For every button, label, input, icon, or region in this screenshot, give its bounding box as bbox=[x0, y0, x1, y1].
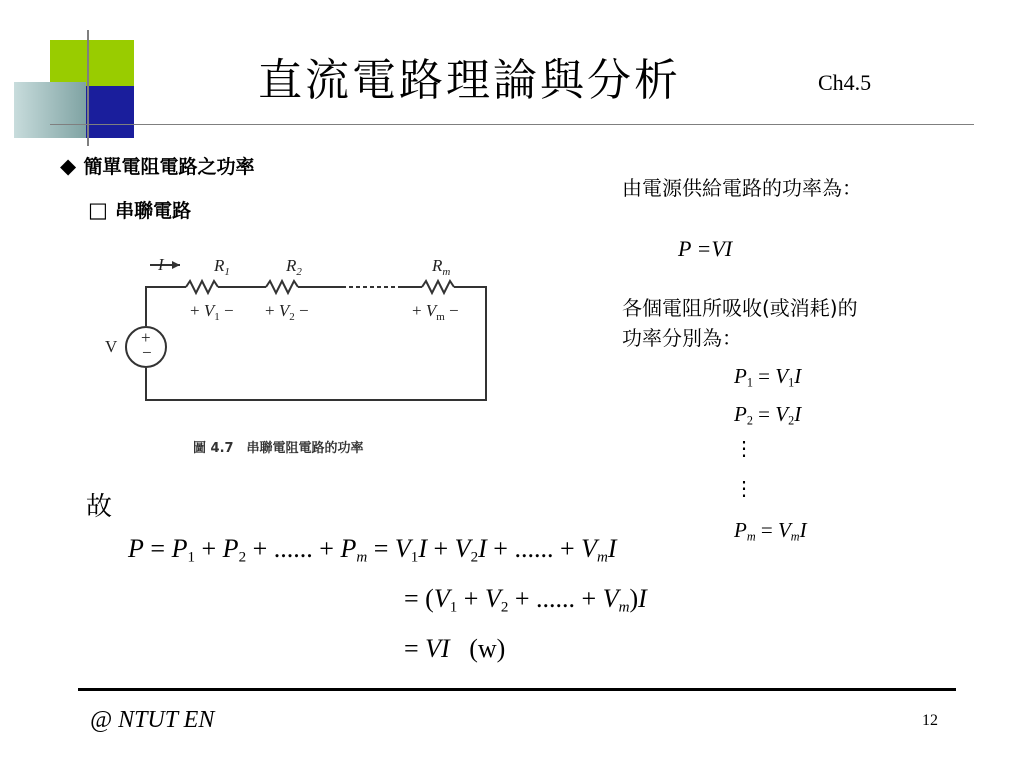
eq-pm: Pm = VmI bbox=[734, 518, 807, 544]
series-circuit-diagram bbox=[100, 250, 500, 460]
eq-total-line1: P = P1 + P2 + ...... + Pm = V1I + V2I + ...... + VmI bbox=[128, 534, 617, 566]
unit-label: (w) bbox=[469, 634, 506, 663]
page-number: 12 bbox=[922, 712, 938, 729]
footer-text: @ NTUT EN bbox=[90, 707, 215, 733]
vm-label: + $V_m$ − bbox=[412, 301, 459, 323]
r1-label: $R_1$ bbox=[214, 256, 230, 278]
therefore-label: 故 bbox=[86, 492, 113, 522]
square-bullet-icon: □ bbox=[88, 198, 108, 222]
eq-total-line3: = VI (w) bbox=[404, 634, 506, 663]
eq-p2: P2 = V2I bbox=[734, 402, 802, 428]
r2-label: $R_2$ bbox=[286, 256, 302, 278]
vertical-ellipsis-2: ⋮ bbox=[734, 478, 754, 500]
eq-p1: P1 = V1I bbox=[734, 364, 802, 390]
diamond-bullet-icon: ◆ bbox=[60, 153, 77, 178]
rm-label: $R_m$ bbox=[432, 256, 451, 278]
plus-sign: + bbox=[141, 328, 151, 347]
decor-navy-square bbox=[86, 86, 134, 138]
chapter-label: Ch4.5 bbox=[818, 70, 872, 95]
vertical-ellipsis-1: ⋮ bbox=[734, 438, 754, 460]
decor-teal-square bbox=[14, 82, 86, 138]
current-label: I bbox=[158, 255, 164, 274]
bullet-level1 bbox=[60, 152, 254, 179]
eq-total-line2: = (V1 + V2 + ...... + Vm)I bbox=[404, 584, 647, 616]
v2-label: + $V_2$ − bbox=[265, 301, 309, 323]
bullet-level1-text: 簡單電阻電路之功率 bbox=[83, 156, 255, 178]
bullet-level2-text: 串聯電路 bbox=[115, 200, 192, 222]
absorbed-power-text-2: 功率分別為： bbox=[622, 326, 742, 350]
bullet-level2 bbox=[88, 196, 191, 223]
eq-p-vi: P =VI bbox=[678, 236, 733, 261]
minus-sign: − bbox=[142, 343, 152, 362]
source-label: V bbox=[105, 337, 118, 356]
supply-power-text: 由電源供給電路的功率為： bbox=[622, 176, 862, 200]
figure-caption: 圖 4.7 串聯電阻電路的功率 bbox=[193, 441, 364, 456]
decor-vertical-line bbox=[87, 30, 89, 146]
decor-horizontal-line bbox=[50, 124, 974, 125]
slide-title: 直流電路理論與分析 bbox=[258, 55, 681, 106]
absorbed-power-text-1: 各個電阻所吸收(或消耗)的 bbox=[622, 296, 858, 320]
v1-label: + $V_1$ − bbox=[190, 301, 234, 323]
footer-rule bbox=[78, 688, 956, 691]
